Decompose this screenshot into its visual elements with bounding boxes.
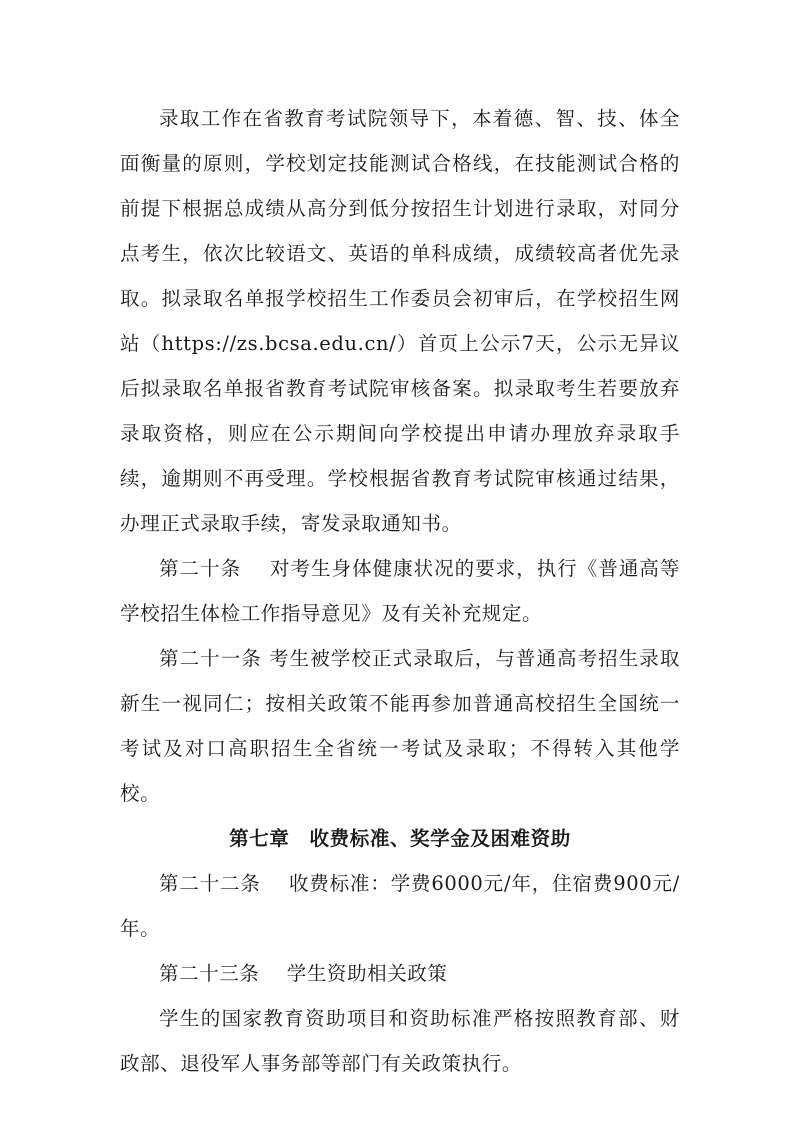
document-body bbox=[120, 96, 680, 1086]
article-22-text: 收费标准：学费6000元/年，住宿费900元/年。 bbox=[120, 872, 680, 940]
article-23-text: 学生资助相关政策 bbox=[286, 962, 448, 985]
chapter-7-heading: 第七章 收费标准、奖学金及困难资助 bbox=[229, 827, 571, 850]
article-20 bbox=[120, 546, 680, 636]
article-20-text: 对考生身体健康状况的要求，执行《普通高等学校招生体检工作指导意见》及有关补充规定。 bbox=[120, 557, 680, 625]
article-21 bbox=[120, 636, 680, 816]
article-21-label: 第二十一条 bbox=[159, 647, 262, 670]
article-23-label: 第二十三条 bbox=[159, 962, 260, 985]
article-21-text: 考生被学校正式录取后，与普通高考招生录取新生一视同仁；按相关政策不能再参加普通高校招生全国统一考试及对口高职招生全省统一考试及录取；不得转入其他学校。 bbox=[120, 647, 680, 805]
article-20-label: 第二十条 bbox=[159, 557, 242, 580]
admission-paragraph: 录取工作在省教育考试院领导下，本着德、智、技、体全面衡量的原则，学校划定技能测试合格线，在技能测试合格的前提下根据总成绩从高分到低分按招生计划进行录取，对同分点考生，依次比较语文、英语的单科成绩，成绩较高者优先录取。拟录取名单报学校招生工作委员会初审后，在学校招生网站（https://zs.bcsa.edu.cn/）首页上公示7天，公示无异议后拟录取名单报省教育考试院审核备案。拟录取考生若要放弃录取资格，则应在公示期间向学校提出申请办理放弃录取手续，逾期则不再受理。学校根据省教育考试院审核通过结果，办理正式录取手续，寄发录取通知书。 bbox=[120, 107, 680, 535]
aid-policy-paragraph: 学生的国家教育资助项目和资助标准严格按照教育部、财政部、退役军人事务部等部门有关政策执行。 bbox=[120, 1007, 680, 1075]
article-22-label: 第二十二条 bbox=[159, 872, 261, 895]
article-22 bbox=[120, 861, 680, 951]
article-23 bbox=[120, 951, 680, 996]
